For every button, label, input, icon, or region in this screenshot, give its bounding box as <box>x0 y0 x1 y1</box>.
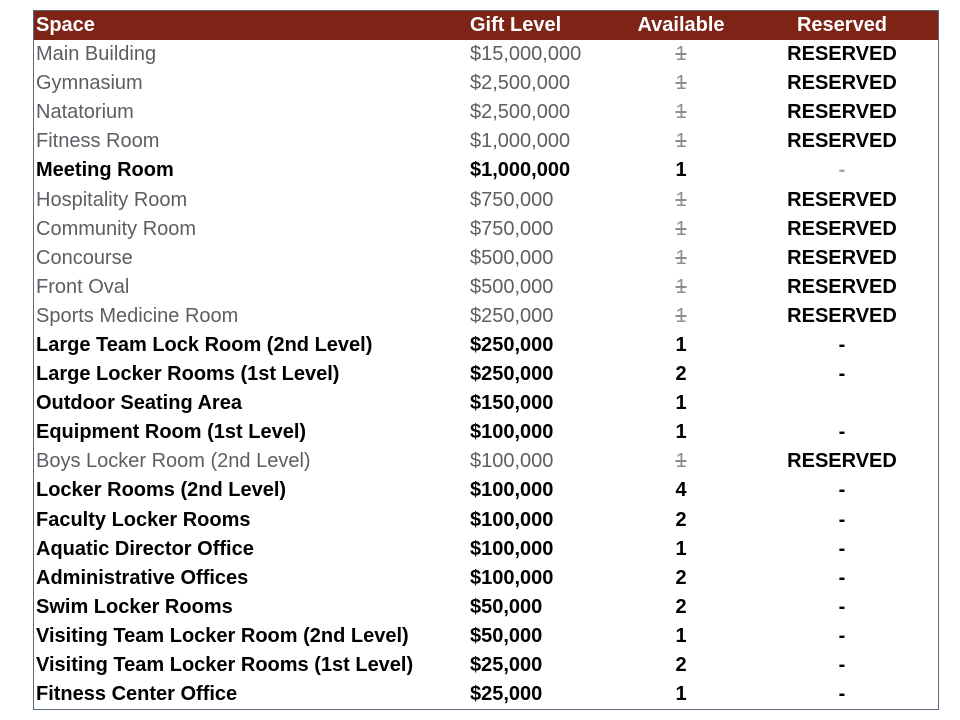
table-row <box>34 535 938 564</box>
available-cell: 1 <box>675 101 687 124</box>
header-row <box>34 11 938 40</box>
space-cell: Fitness Center Office <box>36 683 238 706</box>
gift-level-cell: $50,000 <box>470 595 543 618</box>
available-cell: 1 <box>675 450 687 473</box>
gift-level-cell: $100,000 <box>470 479 554 502</box>
gift-level-cell: $50,000 <box>470 624 543 647</box>
space-cell: Gymnasium <box>36 72 143 95</box>
gift-level-cell: $250,000 <box>470 333 554 356</box>
reserved-cell: RESERVED <box>787 217 897 240</box>
available-cell: 1 <box>675 392 687 415</box>
table-row <box>34 447 938 476</box>
table-row <box>34 418 938 447</box>
available-cell: 1 <box>675 130 687 153</box>
gift-level-cell: $1,000,000 <box>470 159 571 182</box>
table-row <box>34 273 938 302</box>
space-cell: Community Room <box>36 217 197 240</box>
reserved-cell: RESERVED <box>787 101 897 124</box>
table-row <box>34 389 938 418</box>
available-cell: 4 <box>675 479 687 502</box>
table-row <box>34 185 938 214</box>
available-cell: 1 <box>675 159 687 182</box>
reserved-cell: RESERVED <box>787 304 897 327</box>
available-cell: 1 <box>675 43 687 66</box>
reserved-cell: RESERVED <box>787 43 897 66</box>
table-row <box>34 593 938 622</box>
space-cell: Outdoor Seating Area <box>36 392 242 415</box>
table-header <box>34 11 938 40</box>
reserved-cell: - <box>838 654 846 677</box>
table-row <box>34 651 938 680</box>
gift-level-cell: $1,000,000 <box>470 130 571 153</box>
naming-opportunities-table <box>33 10 939 710</box>
space-cell: Large Team Lock Room (2nd Level) <box>36 333 373 356</box>
reserved-cell: RESERVED <box>787 130 897 153</box>
header-reserved: Reserved <box>796 14 888 36</box>
reserved-cell: - <box>838 595 846 618</box>
header-gift-level: Gift Level <box>470 14 562 36</box>
reserved-cell: RESERVED <box>787 275 897 298</box>
table-row <box>34 215 938 244</box>
space-cell: Natatorium <box>36 101 134 124</box>
reserved-cell: RESERVED <box>787 188 897 211</box>
space-cell: Sports Medicine Room <box>36 304 239 327</box>
gift-level-cell: $150,000 <box>470 392 554 415</box>
available-cell: 1 <box>675 537 687 560</box>
table-row <box>34 622 938 651</box>
available-cell: 1 <box>675 246 687 269</box>
table-row <box>34 476 938 505</box>
table-row <box>34 98 938 127</box>
space-cell: Aquatic Director Office <box>36 537 254 560</box>
reserved-cell: RESERVED <box>787 246 897 269</box>
space-cell: Main Building <box>36 43 157 66</box>
reserved-cell: - <box>838 333 846 356</box>
space-cell: Swim Locker Rooms <box>36 595 233 618</box>
table-row <box>34 69 938 98</box>
header-available: Available <box>637 14 725 36</box>
space-cell: Hospitality Room <box>36 188 188 211</box>
space-cell: Administrative Offices <box>36 566 249 589</box>
available-cell: 2 <box>675 654 687 677</box>
reserved-cell: - <box>838 624 846 647</box>
reserved-cell: - <box>838 421 846 444</box>
space-cell: Front Oval <box>36 275 130 298</box>
gift-level-cell: $2,500,000 <box>470 101 571 124</box>
gift-level-cell: $100,000 <box>470 566 554 589</box>
available-cell: 1 <box>675 624 687 647</box>
table-row <box>34 680 938 709</box>
reserved-cell: - <box>838 159 846 182</box>
gift-level-cell: $100,000 <box>470 508 554 531</box>
table-row <box>34 302 938 331</box>
space-cell: Meeting Room <box>36 159 174 182</box>
space-cell: Visiting Team Locker Rooms (1st Level) <box>36 654 414 677</box>
gift-level-cell: $100,000 <box>470 537 554 560</box>
gift-level-cell: $100,000 <box>470 421 554 444</box>
gift-level-cell: $500,000 <box>470 275 554 298</box>
table-row <box>34 244 938 273</box>
available-cell: 2 <box>675 566 687 589</box>
reserved-cell: - <box>838 479 846 502</box>
table-row <box>34 360 938 389</box>
available-cell: 1 <box>675 304 687 327</box>
gift-level-cell: $250,000 <box>470 363 554 386</box>
table-row <box>34 331 938 360</box>
gift-level-cell: $500,000 <box>470 246 554 269</box>
reserved-cell: RESERVED <box>787 450 897 473</box>
gift-level-cell: $750,000 <box>470 217 554 240</box>
reserved-cell: - <box>838 683 846 706</box>
available-cell: 1 <box>675 188 687 211</box>
header-space: Space <box>36 14 95 36</box>
table-row <box>34 156 938 185</box>
spaces-table <box>34 11 938 709</box>
reserved-cell: - <box>838 508 846 531</box>
space-cell: Boys Locker Room (2nd Level) <box>36 450 311 473</box>
table-row <box>34 506 938 535</box>
gift-level-cell: $2,500,000 <box>470 72 571 95</box>
available-cell: 2 <box>675 363 687 386</box>
reserved-cell: - <box>838 537 846 560</box>
available-cell: 1 <box>675 217 687 240</box>
table-row <box>34 127 938 156</box>
available-cell: 1 <box>675 683 687 706</box>
reserved-cell: - <box>838 566 846 589</box>
gift-level-cell: $25,000 <box>470 654 543 677</box>
available-cell: 2 <box>675 595 687 618</box>
space-cell: Locker Rooms (2nd Level) <box>36 479 287 502</box>
available-cell: 1 <box>675 333 687 356</box>
table-row <box>34 564 938 593</box>
space-cell: Large Locker Rooms (1st Level) <box>36 363 340 386</box>
reserved-cell: RESERVED <box>787 72 897 95</box>
space-cell: Fitness Room <box>36 130 160 153</box>
gift-level-cell: $100,000 <box>470 450 554 473</box>
table-row <box>34 40 938 69</box>
table-body <box>34 40 938 709</box>
reserved-cell: - <box>838 363 846 386</box>
gift-level-cell: $750,000 <box>470 188 554 211</box>
space-cell: Equipment Room (1st Level) <box>36 421 307 444</box>
space-cell: Faculty Locker Rooms <box>36 508 251 531</box>
available-cell: 2 <box>675 508 687 531</box>
space-cell: Concourse <box>36 246 133 269</box>
gift-level-cell: $15,000,000 <box>470 43 582 66</box>
space-cell: Visiting Team Locker Room (2nd Level) <box>36 624 409 647</box>
gift-level-cell: $250,000 <box>470 304 554 327</box>
available-cell: 1 <box>675 275 687 298</box>
gift-level-cell: $25,000 <box>470 683 543 706</box>
available-cell: 1 <box>675 421 687 444</box>
reserved-cell <box>746 389 938 418</box>
available-cell: 1 <box>675 72 687 95</box>
